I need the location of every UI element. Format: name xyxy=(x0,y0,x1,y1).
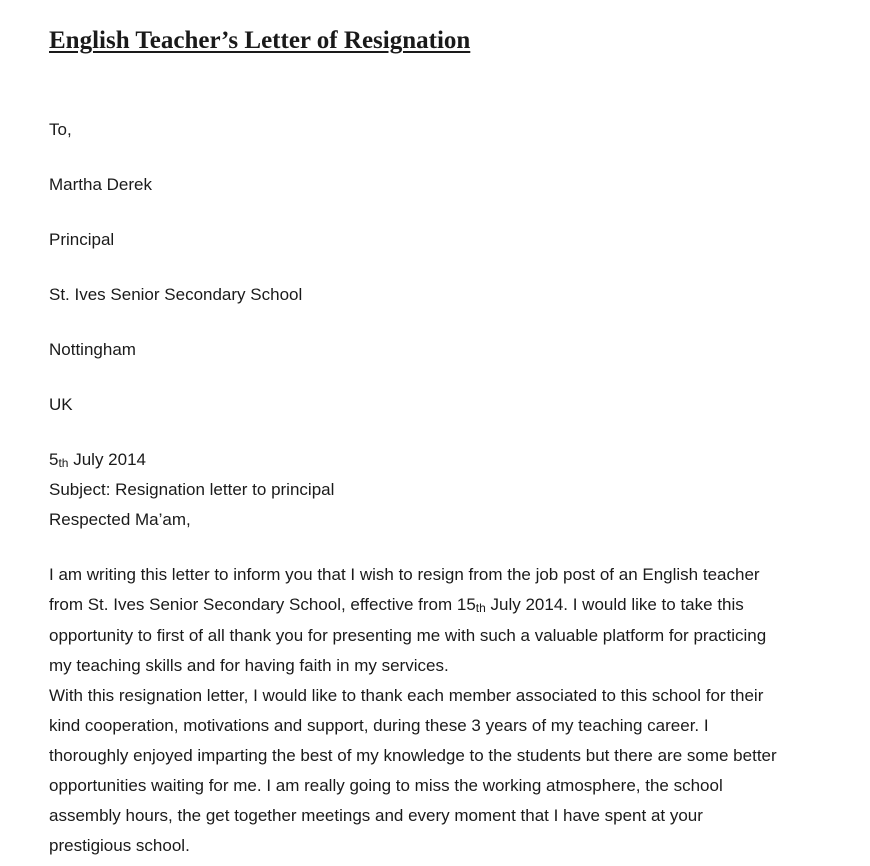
recipient-position: Principal xyxy=(49,230,115,249)
body-line: opportunities waiting for me. I am really going to miss the working atmosphere, the school xyxy=(49,776,723,795)
letter-greeting: Respected Ma’am, xyxy=(49,510,191,529)
body-line: I am writing this letter to inform you that I wish to resign from the job post of an English teacher xyxy=(49,565,760,584)
letter-subject: Subject: Resignation letter to principal xyxy=(49,480,335,499)
body-line: kind cooperation, motivations and support, during these 3 years of my teaching career. I xyxy=(49,716,709,735)
body-line-text: from St. Ives Senior Secondary School, effective from 15 xyxy=(49,595,476,614)
document-title: English Teacher’s Letter of Resignation xyxy=(49,27,471,54)
body-line xyxy=(49,590,864,621)
body-line: my teaching skills and for having faith in my services. xyxy=(49,656,449,675)
recipient-city: Nottingham xyxy=(49,340,136,359)
body-line: prestigious school. xyxy=(49,836,190,855)
date-suffix: th xyxy=(58,456,69,470)
recipient-name: Martha Derek xyxy=(49,175,152,194)
body-line: With this resignation letter, I would like to thank each member associated to this school for their xyxy=(49,686,764,705)
date-day: 5 xyxy=(49,450,59,469)
recipient-country: UK xyxy=(49,395,73,414)
body-line-suffix: th xyxy=(475,601,486,615)
salutation-to: To, xyxy=(49,120,72,139)
body-line: assembly hours, the get together meetings and every moment that I have spent at your xyxy=(49,806,703,825)
recipient-school: St. Ives Senior Secondary School xyxy=(49,285,303,304)
date-rest: July 2014 xyxy=(68,450,146,469)
letter-body xyxy=(49,560,864,861)
letter-date xyxy=(49,449,146,472)
body-line-text: July 2014. I would like to take this xyxy=(485,595,744,614)
body-line: opportunity to first of all thank you for presenting me with such a valuable platform for practicing xyxy=(49,626,767,645)
body-line: thoroughly enjoyed imparting the best of my knowledge to the students but there are some better xyxy=(49,746,777,765)
